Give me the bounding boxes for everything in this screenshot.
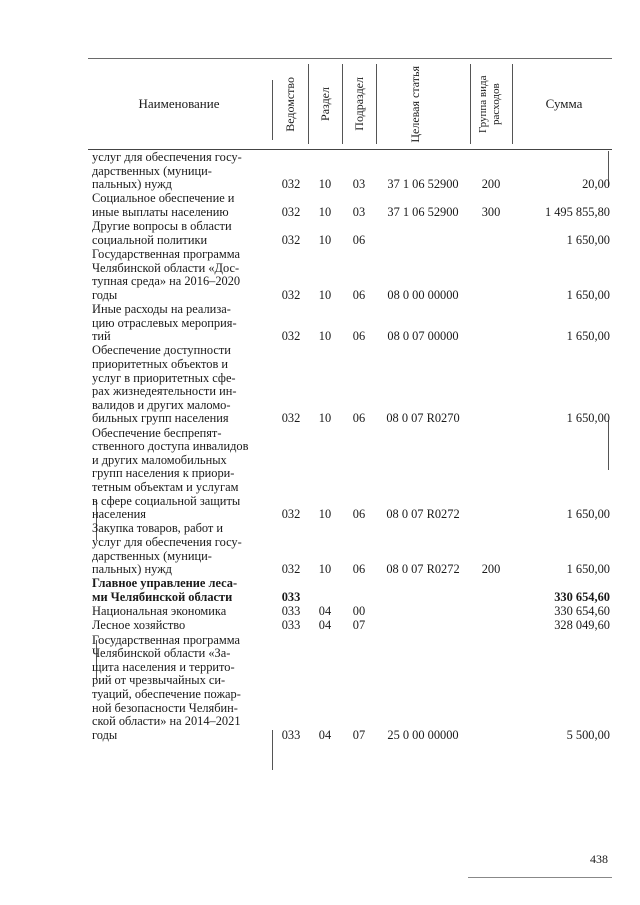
row-name-line: дарственных (муници- — [92, 164, 212, 178]
row-name-line: услуг в приоритетных сфе- — [92, 371, 236, 385]
cell-gruppa: 200 — [481, 562, 501, 577]
cell-celevaya: 08 0 07 R0272 — [386, 507, 460, 522]
column-rule — [308, 64, 309, 144]
table-row — [88, 605, 612, 619]
row-name-line: Обеспечение доступности — [92, 344, 231, 358]
top-rule — [88, 58, 612, 59]
cell-ved: 032 — [281, 204, 301, 219]
row-name-line: годы — [92, 728, 118, 742]
row-name-line: услуг для обеспечения госу- — [92, 535, 242, 549]
table-row — [88, 344, 612, 426]
cell-gruppa: 300 — [481, 204, 501, 219]
row-name-line: Закупка товаров, работ и — [92, 522, 224, 536]
row-name-line: Обеспечение беспрепят- — [92, 426, 222, 440]
cell-razdel: 10 — [318, 177, 332, 192]
cell-summa: 330 654,60 — [554, 604, 610, 619]
cell-ved: 032 — [281, 287, 301, 302]
row-name — [92, 522, 267, 576]
table-row — [88, 303, 612, 344]
cell-celevaya: 37 1 06 52900 — [387, 204, 459, 219]
cell-podrazdel: 07 — [352, 727, 366, 742]
cell-ved: 033 — [281, 589, 301, 604]
row-name-line: Иные расходы на реализа- — [92, 303, 231, 316]
row-name-line: Челябинской области «За- — [92, 647, 231, 661]
row-name — [92, 303, 267, 344]
row-name — [92, 220, 267, 247]
cell-ved: 032 — [281, 329, 301, 344]
cell-podrazdel: 07 — [352, 618, 366, 633]
row-name — [92, 151, 267, 192]
cell-summa: 1 650,00 — [566, 507, 610, 522]
row-name-line: туаций, обеспечение пожар- — [92, 687, 241, 701]
row-name-line: и других маломобильных — [92, 453, 227, 467]
cell-podrazdel: 03 — [352, 204, 366, 219]
header-name: Наименование — [138, 96, 220, 111]
column-rule — [512, 64, 513, 144]
row-name-line: ственного доступа инвалидов — [92, 440, 249, 454]
cell-summa: 1 650,00 — [566, 329, 610, 344]
row-name-line: тий — [92, 330, 111, 344]
cell-summa: 1 650,00 — [566, 411, 610, 426]
cell-razdel: 04 — [318, 618, 332, 633]
cell-razdel: 04 — [318, 727, 332, 742]
cell-ved: 033 — [281, 727, 301, 742]
cell-summa: 1 650,00 — [566, 232, 610, 247]
cell-celevaya: 08 0 07 R0272 — [386, 562, 460, 577]
row-name-line: рах жизнедеятельности ин- — [92, 385, 237, 399]
header-summa: Сумма — [545, 96, 583, 111]
cell-razdel: 10 — [318, 507, 332, 522]
row-name-line: ми Челябинской области — [92, 590, 233, 604]
cell-ved: 032 — [281, 507, 301, 522]
row-name-line: услуг для обеспечения госу- — [92, 151, 242, 164]
cell-podrazdel: 00 — [352, 604, 366, 619]
row-name-line: щита населения и террито- — [92, 660, 235, 674]
cell-podrazdel: 06 — [352, 507, 366, 522]
cell-podrazdel: 03 — [352, 177, 366, 192]
row-name-line: в сфере социальной защиты — [92, 494, 241, 508]
table-row — [88, 220, 612, 247]
header-ved: Ведомство — [282, 76, 297, 132]
header-ved-cell — [272, 60, 308, 148]
table-row — [88, 427, 612, 522]
cell-summa: 1 650,00 — [566, 562, 610, 577]
row-name-line: валидов и других маломо- — [92, 398, 231, 412]
table-header — [88, 60, 612, 148]
row-name-line: Лесное хозяйство — [92, 619, 186, 633]
row-name-line: Государственная программа — [92, 633, 240, 647]
header-razdel: Раздел — [317, 87, 332, 121]
row-name — [92, 192, 267, 219]
cell-summa: 5 500,00 — [566, 727, 610, 742]
column-rule — [272, 80, 273, 140]
row-name-line: ной безопасности Челябин- — [92, 701, 238, 715]
row-name-line: Государственная программа — [92, 248, 240, 261]
cell-celevaya: 25 0 00 00000 — [387, 727, 459, 742]
cell-summa: 1 495 855,80 — [544, 204, 610, 219]
row-name-line: Челябинской области «Дос- — [92, 261, 240, 275]
cell-razdel: 10 — [318, 232, 332, 247]
row-name-line: тупная среда» на 2016–2020 — [92, 275, 241, 289]
row-name-line: цию отраслевых мероприя- — [92, 316, 237, 330]
cell-razdel: 10 — [318, 287, 332, 302]
row-name-line: Другие вопросы в области — [92, 220, 232, 234]
row-name-line: социальной политики — [92, 233, 208, 247]
cell-podrazdel: 06 — [352, 411, 366, 426]
table-row — [88, 577, 612, 604]
row-name — [92, 427, 267, 522]
cell-podrazdel: 06 — [352, 329, 366, 344]
row-name-line: Национальная экономика — [92, 605, 227, 619]
cell-celevaya: 08 0 07 R0270 — [386, 411, 460, 426]
row-name — [92, 248, 267, 302]
cell-summa: 1 650,00 — [566, 287, 610, 302]
cell-razdel: 10 — [318, 562, 332, 577]
row-name-line: ской области» на 2014–2021 — [92, 715, 241, 729]
header-razdel-cell — [310, 60, 340, 148]
header-celevaya: Целевая статья — [408, 65, 422, 143]
cell-summa: 328 049,60 — [554, 618, 610, 633]
row-name-line: пальных) нужд — [92, 178, 172, 192]
header-rule — [88, 149, 612, 150]
cell-ved: 033 — [281, 618, 301, 633]
cell-gruppa: 200 — [481, 177, 501, 192]
cell-podrazdel: 06 — [352, 232, 366, 247]
header-podrazdel-cell — [344, 60, 374, 148]
cell-razdel: 04 — [318, 604, 332, 619]
cell-ved: 032 — [281, 232, 301, 247]
header-podrazdel: Подраздел — [351, 77, 366, 131]
cell-ved: 032 — [281, 562, 301, 577]
table-row — [88, 619, 612, 633]
bottom-rule — [468, 877, 612, 878]
row-name — [92, 634, 267, 743]
cell-razdel: 10 — [318, 329, 332, 344]
table-row — [88, 192, 612, 219]
cell-celevaya: 08 0 07 00000 — [387, 329, 459, 344]
row-name-line: бильных групп населения — [92, 412, 229, 426]
cell-ved: 033 — [281, 604, 301, 619]
table-row — [88, 151, 612, 192]
row-name — [92, 344, 267, 426]
row-name-line: Социальное обеспечение и — [92, 192, 235, 206]
cell-podrazdel: 06 — [352, 287, 366, 302]
cell-ved: 032 — [281, 177, 301, 192]
table-row — [88, 522, 612, 576]
header-celevaya-cell — [378, 60, 470, 148]
row-name-line: Главное управление леса- — [92, 577, 238, 591]
column-rule — [470, 64, 471, 144]
page-number: 438 — [590, 852, 608, 866]
cell-celevaya: 08 0 00 00000 — [387, 287, 459, 302]
row-name — [92, 605, 267, 619]
row-name-line: иные выплаты населению — [92, 205, 229, 219]
column-rule — [376, 64, 377, 144]
row-name — [92, 577, 267, 604]
table-row — [88, 248, 612, 302]
cell-razdel: 10 — [318, 204, 332, 219]
cell-ved: 032 — [281, 411, 301, 426]
row-name-line: рий от чрезвычайных си- — [92, 674, 226, 688]
cell-celevaya: 37 1 06 52900 — [387, 177, 459, 192]
cell-razdel: 10 — [318, 411, 332, 426]
row-name-line: тетным объектам и услугам — [92, 480, 239, 494]
cell-podrazdel: 06 — [352, 562, 366, 577]
cell-summa: 20,00 — [582, 177, 610, 192]
table-row — [88, 634, 612, 743]
header-gruppa-cell — [472, 60, 512, 148]
row-name-line: групп населения к приори- — [92, 467, 235, 481]
row-name-line: населения — [92, 508, 146, 522]
row-name-line: дарственных (муници- — [92, 549, 212, 563]
header-gruppa: Группа вида расходов — [477, 75, 502, 133]
cell-summa: 330 654,60 — [554, 589, 610, 604]
row-name-line: пальных) нужд — [92, 563, 172, 577]
row-name-line: приоритетных объектов и — [92, 357, 229, 371]
column-rule — [342, 64, 343, 144]
row-name — [92, 619, 267, 633]
row-name-line: годы — [92, 288, 118, 302]
